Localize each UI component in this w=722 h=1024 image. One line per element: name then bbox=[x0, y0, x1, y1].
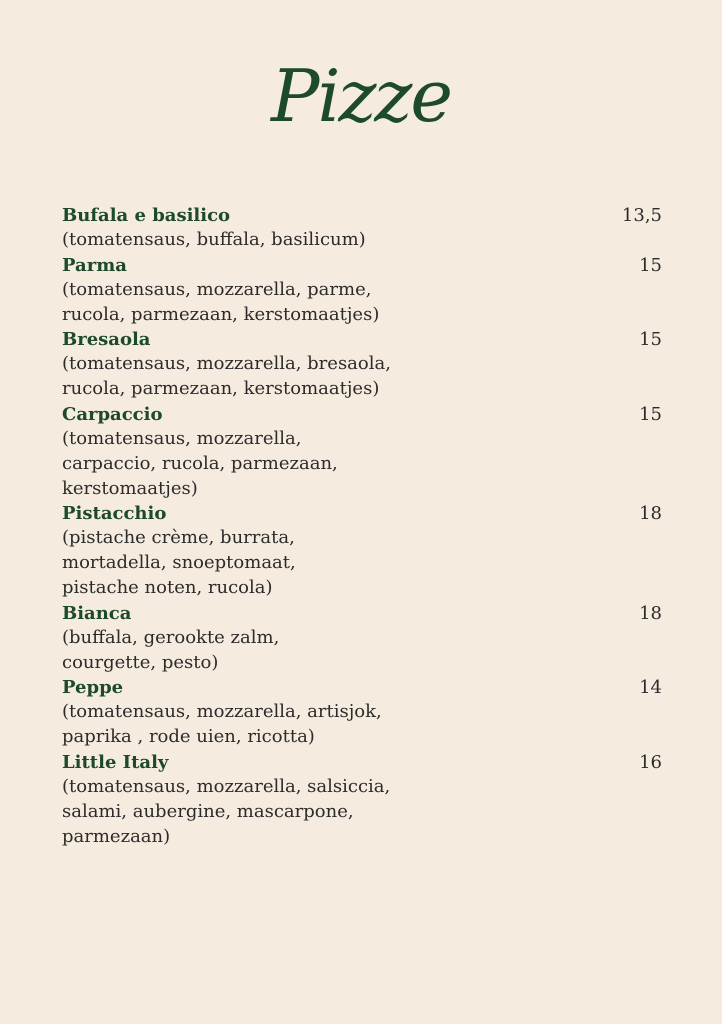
item-header bbox=[62, 253, 662, 278]
item-description bbox=[62, 352, 662, 402]
item-description bbox=[62, 626, 662, 676]
description-line: pistache noten, rucola) bbox=[62, 576, 273, 598]
description-line: kerstomaatjes) bbox=[62, 477, 198, 499]
menu-item bbox=[62, 501, 662, 600]
item-description bbox=[62, 228, 662, 253]
item-name: Bresaola bbox=[62, 329, 151, 351]
description-line: parmezaan) bbox=[62, 825, 171, 847]
item-description bbox=[62, 526, 662, 600]
description-line: rucola, parmezaan, kerstomaatjes) bbox=[62, 378, 380, 400]
item-price: 14 bbox=[639, 677, 662, 699]
description-line: (tomatensaus, mozzarella, bbox=[62, 427, 302, 449]
item-price: 18 bbox=[639, 503, 662, 525]
item-header bbox=[62, 203, 662, 228]
item-description bbox=[62, 775, 662, 849]
item-header bbox=[62, 327, 662, 352]
description-line: (tomatensaus, buffala, basilicum) bbox=[62, 229, 366, 250]
item-header bbox=[62, 601, 662, 626]
description-line: (pistache crème, burrata, bbox=[62, 527, 295, 549]
item-header bbox=[62, 402, 662, 427]
description-line: (tomatensaus, mozzarella, bresaola, bbox=[62, 353, 391, 375]
item-price: 15 bbox=[639, 403, 662, 425]
description-line: courgette, pesto) bbox=[62, 651, 219, 673]
item-description bbox=[62, 278, 662, 328]
item-header bbox=[62, 501, 662, 526]
item-price: 15 bbox=[639, 329, 662, 351]
item-name: Peppe bbox=[62, 677, 124, 699]
description-line: (tomatensaus, mozzarella, salsiccia, bbox=[62, 775, 391, 797]
item-price: 13,5 bbox=[621, 205, 662, 226]
item-header bbox=[62, 750, 662, 775]
item-header bbox=[62, 675, 662, 700]
item-name: Bianca bbox=[62, 602, 132, 624]
item-name: Little Italy bbox=[62, 751, 169, 773]
description-line: (buffala, gerookte zalm, bbox=[62, 626, 280, 648]
description-line: (tomatensaus, mozzarella, artisjok, bbox=[62, 701, 382, 723]
item-description bbox=[62, 700, 662, 750]
menu-item bbox=[62, 253, 662, 328]
description-line: mortadella, snoeptomaat, bbox=[62, 552, 296, 574]
description-line: salami, aubergine, mascarpone, bbox=[62, 800, 354, 822]
item-name: Pistacchio bbox=[62, 503, 167, 525]
menu-list bbox=[62, 203, 662, 849]
menu-item bbox=[62, 327, 662, 402]
description-line: carpaccio, rucola, parmezaan, bbox=[62, 452, 338, 474]
menu-item bbox=[62, 203, 662, 253]
menu-item bbox=[62, 675, 662, 750]
description-line: paprika , rode uien, ricotta) bbox=[62, 726, 315, 748]
item-name: Parma bbox=[62, 254, 127, 276]
description-line: (tomatensaus, mozzarella, parme, bbox=[62, 278, 372, 300]
item-price: 16 bbox=[639, 751, 662, 773]
description-line: rucola, parmezaan, kerstomaatjes) bbox=[62, 303, 380, 325]
menu-item bbox=[62, 601, 662, 676]
item-price: 15 bbox=[639, 254, 662, 276]
item-name: Bufala e basilico bbox=[62, 205, 231, 226]
item-description bbox=[62, 427, 662, 501]
menu-item bbox=[62, 402, 662, 501]
item-price: 18 bbox=[639, 602, 662, 624]
item-name: Carpaccio bbox=[62, 403, 163, 425]
menu-item bbox=[62, 750, 662, 849]
page-title: Pizze bbox=[271, 54, 451, 138]
